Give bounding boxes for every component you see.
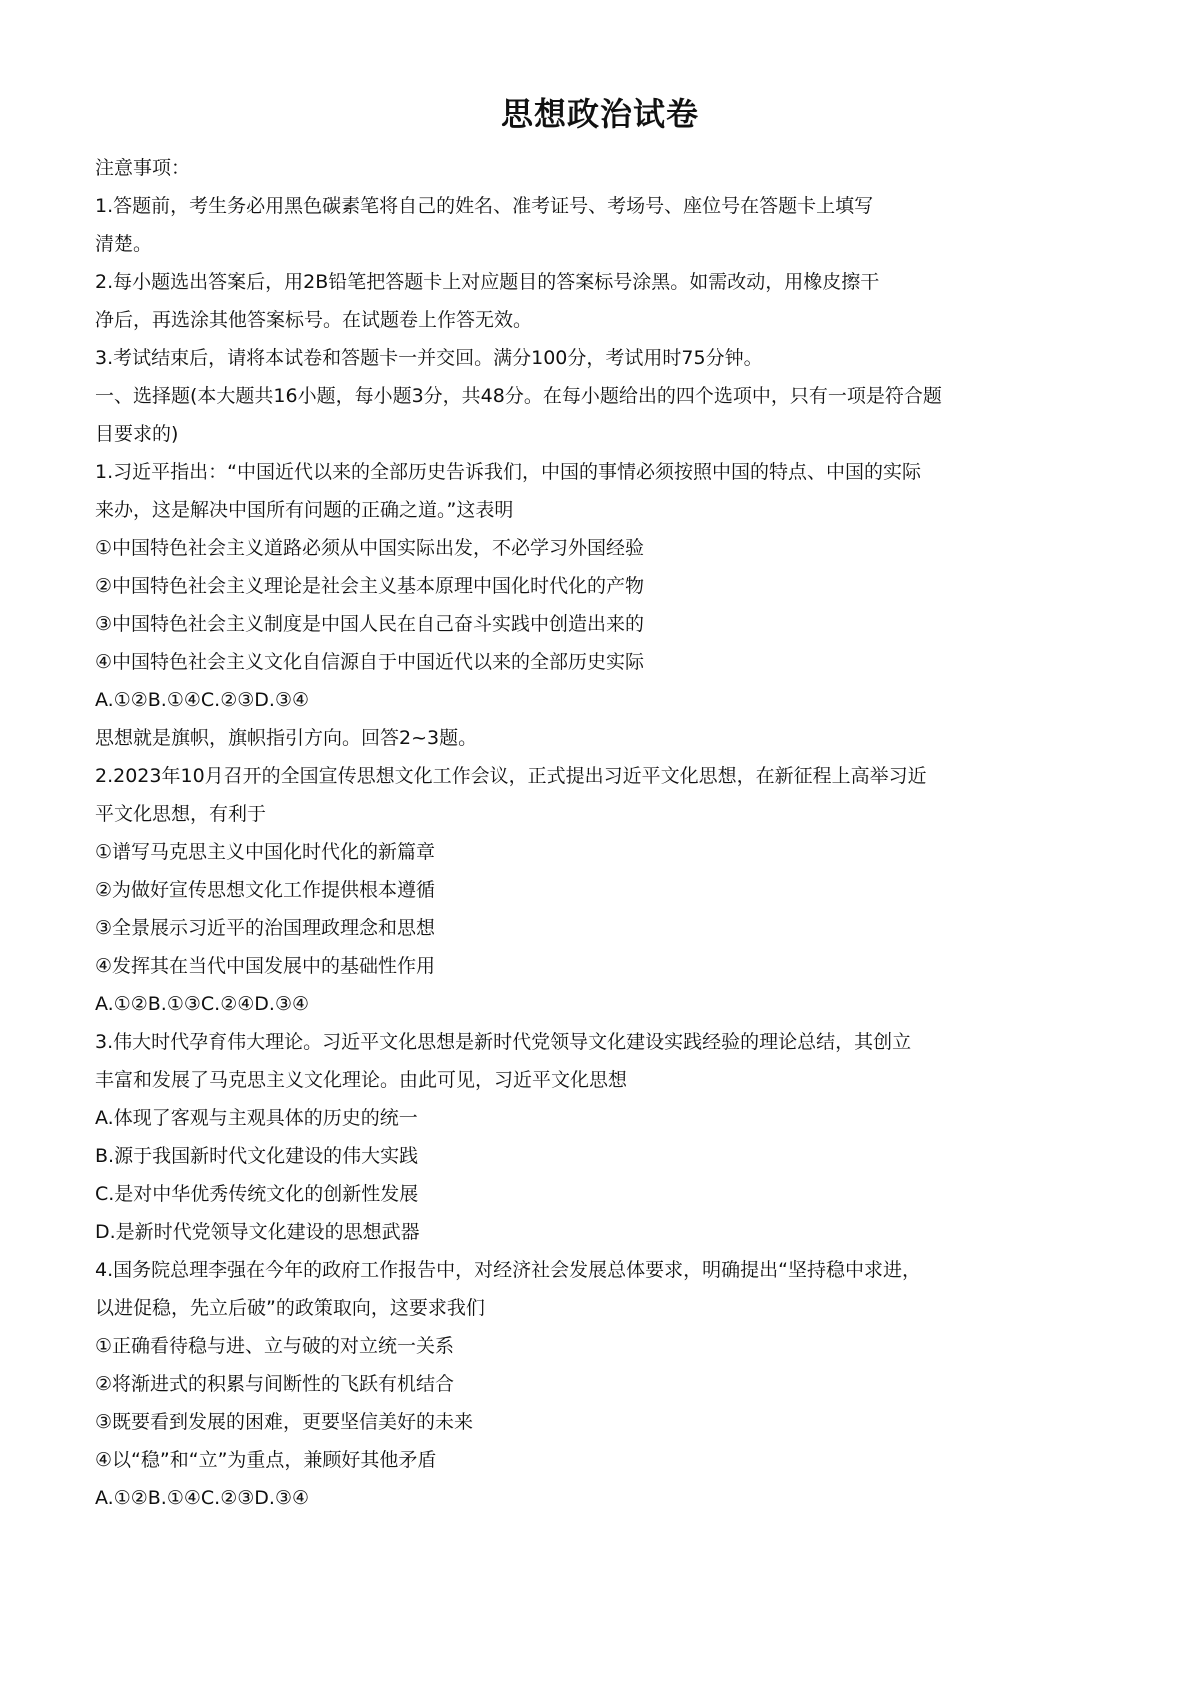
notice-item-2-line-1: 2.每小题选出答案后，用2B铅笔把答题卡上对应题目的答案标号涂黑。如需改动，用橡皮擦干 <box>95 271 880 293</box>
q4-statement-3: ③既要看到发展的困难，更要坚信美好的未来 <box>95 1411 474 1433</box>
q1-statement-3: ③中国特色社会主义制度是中国人民在自己奋斗实践中创造出来的 <box>95 613 645 635</box>
q2-statement-2: ②为做好宣传思想文化工作提供根本遵循 <box>95 879 436 901</box>
q4-statement-2: ②将渐进式的积累与间断性的飞跃有机结合 <box>95 1373 455 1395</box>
q2-options: A.①②B.①③C.②④D.③④ <box>95 993 310 1015</box>
notice-heading: 注意事项： <box>95 157 191 179</box>
q2-statement-4: ④发挥其在当代中国发展中的基础性作用 <box>95 955 436 977</box>
q3-option-a: A.体现了客观与主观具体的历史的统一 <box>95 1107 418 1129</box>
q3-option-b: B.源于我国新时代文化建设的伟大实践 <box>95 1145 419 1167</box>
q2-statement-1: ①谱写马克思主义中国化时代化的新篇章 <box>95 841 436 863</box>
section-heading-line-1: 一、选择题(本大题共16小题，每小题3分，共48分。在每小题给出的四个选项中，只有一项是符合题 <box>95 385 942 407</box>
notice-item-3: 3.考试结束后，请将本试卷和答题卡一并交回。满分100分，考试用时75分钟。 <box>95 347 763 369</box>
q3-option-d: D.是新时代党领导文化建设的思想武器 <box>95 1221 420 1243</box>
q1-stem-line-1: 1.习近平指出：“中国近代以来的全部历史告诉我们，中国的事情必须按照中国的特点、中国的实际 <box>95 461 921 483</box>
section-heading-line-2: 目要求的) <box>95 423 179 445</box>
q4-statement-1: ①正确看待稳与进、立与破的对立统一关系 <box>95 1335 455 1357</box>
q1-statement-2: ②中国特色社会主义理论是社会主义基本原理中国化时代化的产物 <box>95 575 645 597</box>
notice-item-2-line-2: 净后，再选涂其他答案标号。在试题卷上作答无效。 <box>95 309 533 331</box>
q4-stem-line-2: 以进促稳，先立后破”的政策取向，这要求我们 <box>95 1297 485 1319</box>
notice-item-1-line-2: 清楚。 <box>95 233 153 255</box>
q4-stem-line-1: 4.国务院总理李强在今年的政府工作报告中，对经济社会发展总体要求，明确提出“坚持稳中求进， <box>95 1259 921 1281</box>
q3-option-c: C.是对中华优秀传统文化的创新性发展 <box>95 1183 419 1205</box>
intro-questions-2-3: 思想就是旗帜，旗帜指引方向。回答2~3题。 <box>95 727 478 749</box>
q2-stem-line-1: 2.2023年10月召开的全国宣传思想文化工作会议，正式提出习近平文化思想，在新征程上高举习近 <box>95 765 927 787</box>
q2-statement-3: ③全景展示习近平的治国理政理念和思想 <box>95 917 436 939</box>
q1-statement-1: ①中国特色社会主义道路必须从中国实际出发，不必学习外国经验 <box>95 537 645 559</box>
q3-stem-line-1: 3.伟大时代孕育伟大理论。习近平文化思想是新时代党领导文化建设实践经验的理论总结，其创立 <box>95 1031 912 1053</box>
q1-statement-4: ④中国特色社会主义文化自信源自于中国近代以来的全部历史实际 <box>95 651 645 673</box>
q4-statement-4: ④以“稳”和“立”为重点，兼顾好其他矛盾 <box>95 1449 437 1471</box>
page-title: 思想政治试卷 <box>500 95 699 133</box>
notice-item-1-line-1: 1.答题前，考生务必用黑色碳素笔将自己的姓名、准考证号、考场号、座位号在答题卡上填写 <box>95 195 874 217</box>
q1-options: A.①②B.①④C.②③D.③④ <box>95 689 310 711</box>
q1-stem-line-2: 来办，这是解决中国所有问题的正确之道。”这表明 <box>95 499 514 521</box>
q4-options: A.①②B.①④C.②③D.③④ <box>95 1487 310 1509</box>
q2-stem-line-2: 平文化思想，有利于 <box>95 803 267 825</box>
q3-stem-line-2: 丰富和发展了马克思主义文化理论。由此可见，习近平文化思想 <box>95 1069 628 1091</box>
